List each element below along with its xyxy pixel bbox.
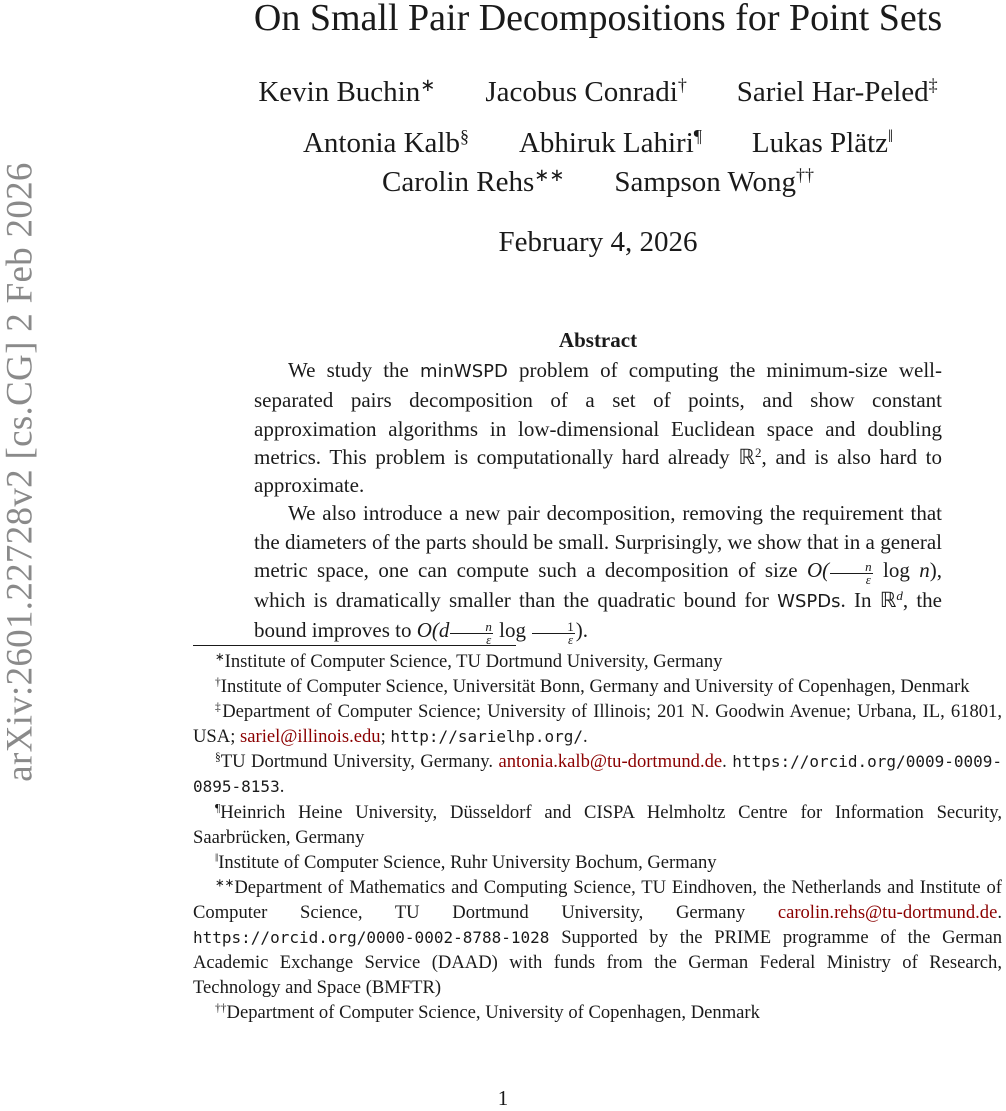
publication-date: February 4, 2026 [498,226,698,258]
footnote-1: ∗Institute of Computer Science, TU Dortmund University, Germany [215,651,723,672]
footnote-2: †Institute of Computer Science, Universität Bonn, Germany and University of Copenhagen, Denmark [215,676,970,698]
footnote-5: ¶Heinrich Heine University, Düsseldorf and CISPA Helmholtz Centre for Information Security, Saarbrücken, Germany [193,801,1002,848]
author[interactable]: Abhiruk Lahiri¶ [518,126,702,159]
footnote-7: ∗∗Department of Mathematics and Computing Science, TU Eindhoven, the Netherlands and Institute of Computer Science, TU Dortmund University, Germany carolin.rehs@tu-dortmund.de. https://orcid.org/0000-0002-8788-1028 Supported by the PRIME programme of the German Academic Exchange Service (DAAD) with funds from the German Federal Ministry of Research, Technology and Space (BMFTR) [193,876,1002,999]
author[interactable]: Antonia Kalb§ [302,126,469,159]
author-row-1 [196,76,1000,109]
fraction: $\frac{1}{\varepsilon}$ [532,621,575,646]
author-row-3 [196,166,1000,199]
abstract-heading: Abstract [558,328,638,352]
orcid-link[interactable]: https://orcid.org/0009-0009-0895-8153 [193,752,1003,797]
email-link[interactable]: carolin.rehs@tu-dortmund.de [777,901,998,923]
author[interactable]: Jacobus Conradi† [485,75,687,108]
author[interactable]: Kevin Buchin∗ [258,75,436,108]
abstract-paragraph-2: We also introduce a new pair decomposition, removing the requirement that the diameters of the parts should be small. Surprisingly, we show that in a general metric space, one can compute such a decomposition of size O( $\frac{n}{\varepsilon}$ log n), which is dramatically smaller than the quadratic bound for WSPDs. In ℝ$^d$, the bound improves to O(d $\frac{n}{\varepsilon}$ log $\frac{1}{\varepsilon}$ ). [254,501,943,648]
email-link[interactable]: sariel@illinois.edu [240,726,381,748]
abstract-body [254,356,942,646]
footnote-4: §TU Dortmund University, Germany. antonia.kalb@tu-dortmund.de. https://orcid.org/0009-0009-0895-8153. [193,751,1003,798]
author-row-2 [196,127,1000,160]
orcid-link[interactable]: https://orcid.org/0000-0002-8788-1028 [193,928,550,948]
abstract-paragraph-1: We study the minWSPD problem of computing the minimum-size well-separated pairs decomposition of a set of points, and show constant approximation algorithms in low-dimensional Euclidean space and doubling metrics. This problem is computationally hard already ℝ$^2$, and is also hard to approximate. [254,358,943,498]
footnote-rule [193,645,516,646]
author[interactable]: Sariel Har-Peled‡ [736,75,938,108]
author[interactable]: Carolin Rehs∗∗ [382,165,565,198]
email-link[interactable]: antonia.kalb@tu-dortmund.de [498,751,723,773]
footnotes [193,649,1002,1025]
footnote-3: ‡Department of Computer Science; University of Illinois; 201 N. Goodwin Avenue; Urbana, IL, 61801, USA; sariel@illinois.edu; http://sarielhp.org/. [193,701,1002,748]
author[interactable]: Sampson Wong†† [614,165,814,198]
page-number: 1 [497,1086,509,1110]
url-link[interactable]: http://sarielhp.org/ [390,727,584,747]
author[interactable]: Lukas Plätz‖ [751,126,894,159]
arxiv-sidebar-stamp: arXiv:2601.22728v2 [cs.CG] 2 Feb 2026 [0,162,41,782]
footnote-6: ‖Institute of Computer Science, Ruhr University Bochum, Germany [215,851,717,873]
fraction: $\frac{n}{\varepsilon}$ [830,561,873,586]
paper-title: On Small Pair Decompositions for Point Sets [253,0,943,39]
footnote-8: ††Department of Computer Science, University of Copenhagen, Denmark [215,1002,760,1024]
fraction: $\frac{n}{\varepsilon}$ [450,621,493,646]
